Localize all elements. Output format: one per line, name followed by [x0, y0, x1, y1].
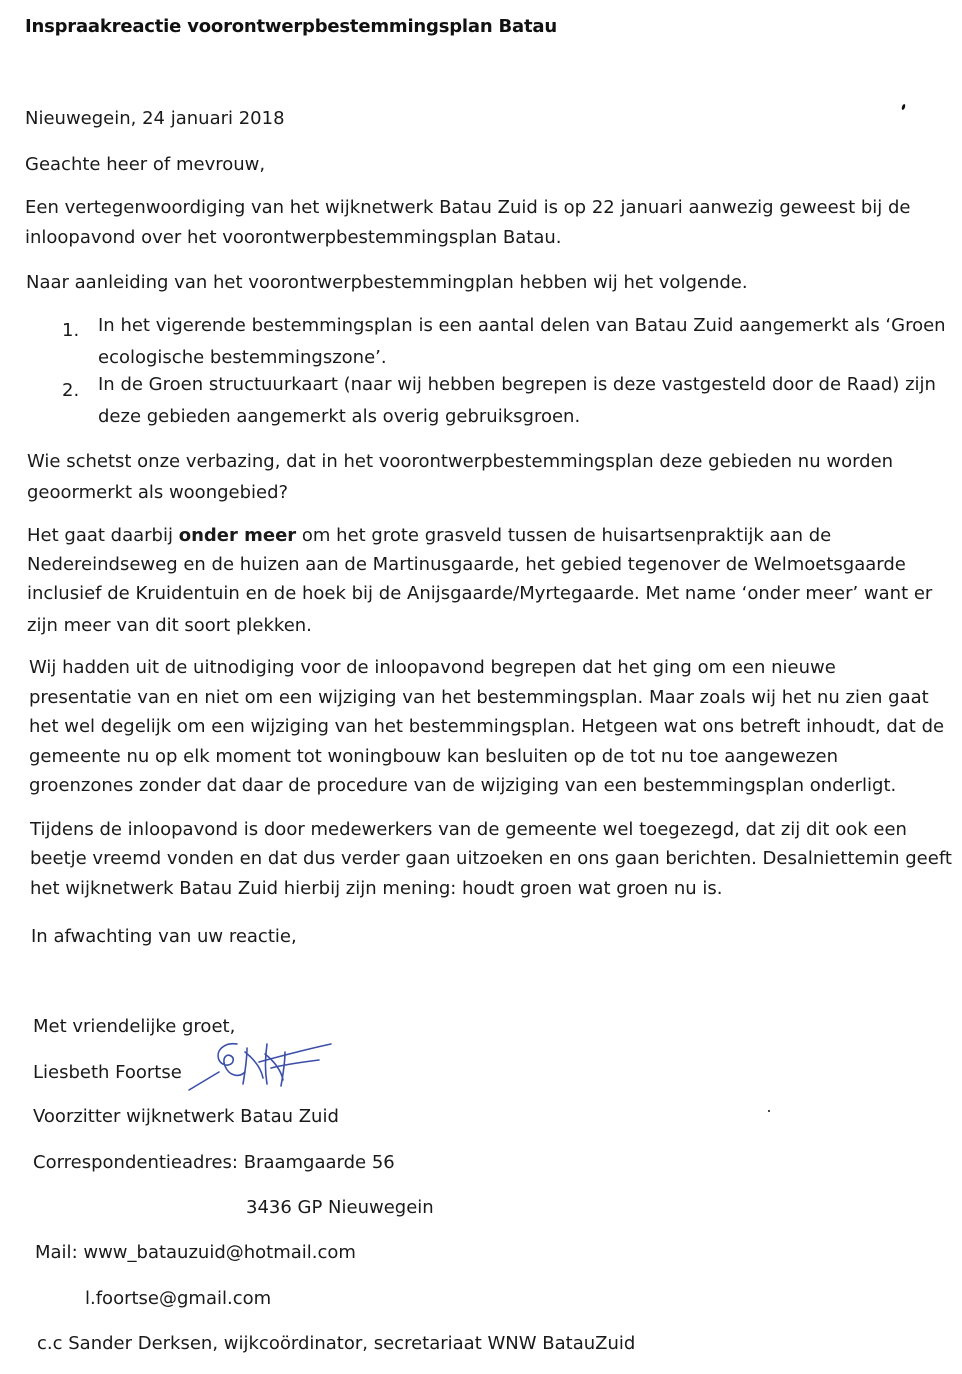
- list-item-2-line-2: deze gebieden aangemerkt als overig gebruiksgroen.: [98, 406, 581, 427]
- correspondence-address: Correspondentieadres: Braamgaarde 56: [33, 1152, 395, 1173]
- paragraph-6-line-1: Tijdens de inloopavond is door medewerkers van de gemeente wel toegezegd, dat zij dit ook een: [30, 819, 907, 840]
- list-item-1-number: 1.: [62, 320, 80, 341]
- mail-secondary: l.foortse@gmail.com: [85, 1288, 272, 1309]
- paragraph-4-line-3: inclusief de Kruidentuin en de hoek bij de Anijsgaarde/Myrtegaarde. Met name ‘onder meer’ want er: [27, 583, 933, 604]
- signer-name: Liesbeth Foortse: [33, 1062, 182, 1083]
- scan-speck-small: [768, 1110, 770, 1112]
- signer-role: Voorzitter wijknetwerk Batau Zuid: [33, 1106, 339, 1127]
- paragraph-3-line-2: geoormerkt als woongebied?: [27, 482, 289, 503]
- paragraph-6-line-2: beetje vreemd vonden en dat dus verder gaan uitzoeken en ons gaan berichten. Desalniettemin geeft: [30, 848, 952, 869]
- list-item-1-line-1: In het vigerende bestemmingsplan is een aantal delen van Batau Zuid aangemerkt als ‘Groen: [98, 315, 946, 336]
- paragraph-4-line-1: [27, 524, 831, 548]
- mail-line: Mail: www_batauzuid@hotmail.com: [35, 1242, 356, 1263]
- paragraph-1-line-1: Een vertegenwoordiging van het wijknetwerk Batau Zuid is op 22 januari aanwezig geweest bij de: [25, 197, 911, 218]
- paragraph-5-line-5: groenzones zonder dat daar de procedure van de wijziging van een bestemmingsplan onderligt.: [29, 775, 897, 796]
- scan-speck: [901, 104, 906, 111]
- handwritten-signature: [185, 1032, 335, 1094]
- paragraph-2: Naar aanleiding van het voorontwerpbestemmingplan hebben wij het volgende.: [26, 272, 748, 293]
- greeting: Met vriendelijke groet,: [33, 1016, 236, 1037]
- paragraph-5-line-3: het wel degelijk om een wijziging van het bestemmingsplan. Hetgeen wat ons betreft inhoudt, dat de: [29, 716, 945, 737]
- closing-line: In afwachting van uw reactie,: [31, 926, 297, 947]
- paragraph-4-line-4: zijn meer van dit soort plekken.: [27, 615, 312, 636]
- paragraph-5-line-4: gemeente nu op elk moment tot woningbouw kan besluiten op de tot nu toe aangewezen: [29, 746, 838, 767]
- paragraph-5-line-1: Wij hadden uit de uitnodiging voor de inloopavond begrepen dat het ging om een nieuwe: [29, 657, 836, 678]
- paragraph-4-lead: Het gaat daarbij: [27, 525, 179, 546]
- paragraph-3-line-1: Wie schetst onze verbazing, dat in het voorontwerpbestemmingsplan deze gebieden nu worden: [27, 451, 894, 472]
- address-city: 3436 GP Nieuwegein: [246, 1197, 434, 1218]
- paragraph-5-line-2: presentatie van en niet om een wijziging van het bestemmingsplan. Maar zoals wij het nu zien gaat: [29, 687, 929, 708]
- salutation: Geachte heer of mevrouw,: [25, 154, 266, 175]
- cc-line: c.c Sander Derksen, wijkcoördinator, secretariaat WNW BatauZuid: [37, 1333, 636, 1354]
- paragraph-6-line-3: het wijknetwerk Batau Zuid hierbij zijn mening: houdt groen wat groen nu is.: [30, 878, 723, 899]
- paragraph-4-emphasis: onder meer: [178, 525, 297, 546]
- letter-title: Inspraakreactie voorontwerpbestemmingsplan Batau: [25, 16, 557, 37]
- list-item-2-number: 2.: [62, 380, 80, 401]
- paragraph-4-line-2: Nedereindseweg en de huizen aan de Martinusgaarde, het gebied tegenover de Welmoetsgaarde: [27, 554, 906, 575]
- list-item-2-line-1: In de Groen structuurkaart (naar wij hebben begrepen is deze vastgesteld door de Raad) zijn: [98, 374, 936, 395]
- date-line: Nieuwegein, 24 januari 2018: [25, 108, 285, 129]
- list-item-1-line-2: ecologische bestemmingszone’.: [98, 347, 387, 368]
- paragraph-4-rest: om het grote grasveld tussen de huisartsenpraktijk aan de: [296, 525, 832, 546]
- paragraph-1-line-2: inloopavond over het voorontwerpbestemmingsplan Batau.: [25, 227, 562, 248]
